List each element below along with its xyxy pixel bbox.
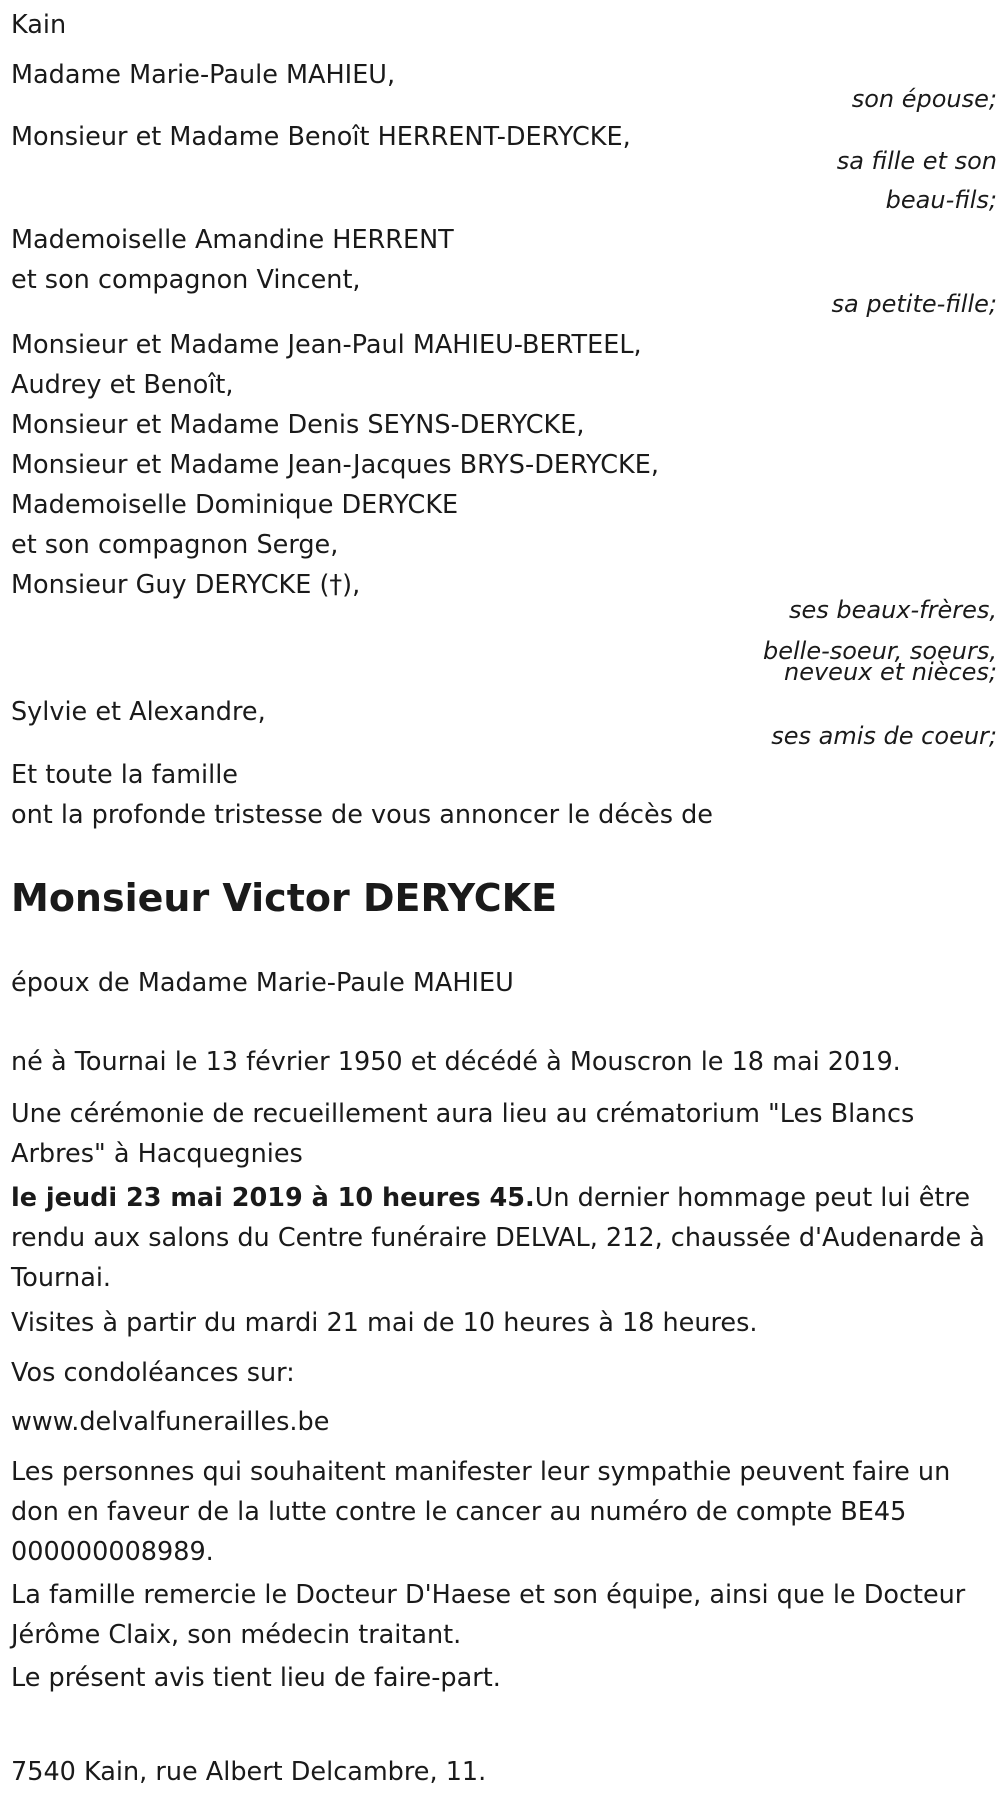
deceased-name: Monsieur Victor DERYCKE xyxy=(11,876,558,920)
family-relation: ses beaux-frères, xyxy=(788,596,997,624)
condolences-label: Vos condoléances sur: xyxy=(11,1358,295,1388)
ceremony-paragraph xyxy=(11,1178,996,1298)
family-relation: son épouse; xyxy=(851,85,997,113)
family-relation: neveux et nièces; xyxy=(784,658,997,686)
family-member-name: Mademoiselle Amandine HERRENT xyxy=(11,225,454,255)
family-member-name: Audrey et Benoît, xyxy=(11,370,234,400)
family-relation: sa petite-fille; xyxy=(831,290,997,318)
ceremony-text: Une cérémonie de recueillement aura lieu au crématorium "Les Blancs Arbres" à Hacquegnies xyxy=(11,1099,915,1169)
donation-text: Les personnes qui souhaitent manifester leur sympathie peuvent faire un don en faveur de la lutte contre le cancer au numéro de compte BE45 000000008989. xyxy=(11,1457,951,1567)
birth-death-line: né à Tournai le 13 février 1950 et décédé à Mouscron le 18 mai 2019. xyxy=(11,1047,901,1077)
family-member-name: Mademoiselle Dominique DERYCKE xyxy=(11,490,459,520)
spouse-line: époux de Madame Marie-Paule MAHIEU xyxy=(11,968,514,998)
family-member-name: Monsieur et Madame Benoît HERRENT-DERYCKE, xyxy=(11,122,631,152)
family-member-name: Monsieur Guy DERYCKE (†), xyxy=(11,570,361,600)
family-member-name: et son compagnon Serge, xyxy=(11,530,339,560)
website-link[interactable]: www.delvalfunerailles.be xyxy=(11,1407,330,1437)
family-member-name: Sylvie et Alexandre, xyxy=(11,697,266,727)
thanks-text: La famille remercie le Docteur D'Haese et son équipe, ainsi que le Docteur Jérôme Claix, son médecin traitant. xyxy=(11,1580,966,1650)
closing-family-line: Et toute la famille xyxy=(11,760,238,790)
family-relation: ses amis de coeur; xyxy=(771,722,997,750)
place: Kain xyxy=(11,10,67,40)
homage-text: Un dernier hommage peut lui être rendu aux salons du Centre funéraire DELVAL, 212, chaussée d'Audenarde à Tournai. xyxy=(11,1183,985,1293)
family-member-name: Monsieur et Madame Denis SEYNS-DERYCKE, xyxy=(11,410,585,440)
family-relation: sa fille et son xyxy=(836,147,997,175)
closing-family-line: ont la profonde tristesse de vous annoncer le décès de xyxy=(11,800,713,830)
family-relation: belle-soeur, soeurs, xyxy=(762,637,997,665)
family-member-name: Madame Marie-Paule MAHIEU, xyxy=(11,60,396,90)
ceremony-date: le jeudi 23 mai 2019 à 10 heures 45. xyxy=(11,1183,535,1213)
notice-text: Le présent avis tient lieu de faire-part. xyxy=(11,1663,501,1693)
family-member-name: Monsieur et Madame Jean-Jacques BRYS-DERYCKE, xyxy=(11,450,659,480)
address-text: 7540 Kain, rue Albert Delcambre, 11. xyxy=(11,1757,487,1787)
family-relation: beau-fils; xyxy=(885,186,997,214)
family-member-name: Monsieur et Madame Jean-Paul MAHIEU-BERTEEL, xyxy=(11,330,642,360)
visits-text: Visites à partir du mardi 21 mai de 10 heures à 18 heures. xyxy=(11,1308,758,1338)
family-member-name: et son compagnon Vincent, xyxy=(11,265,361,295)
